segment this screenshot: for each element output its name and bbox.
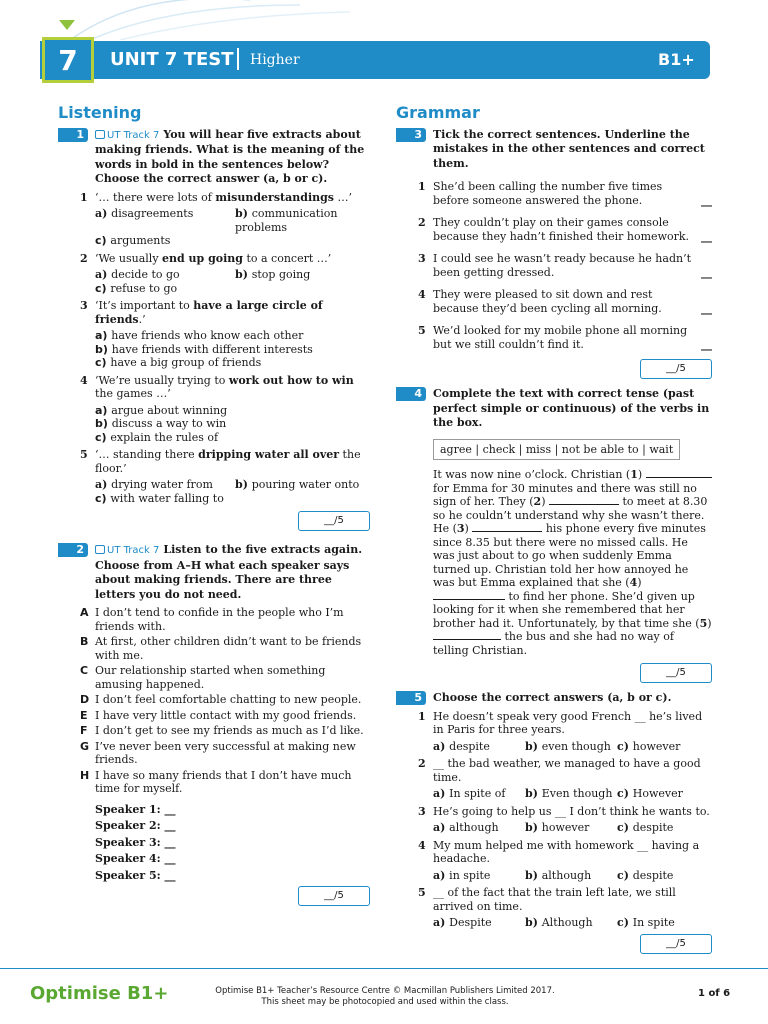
gap-paren: ) bbox=[637, 468, 646, 481]
option-text: refuse to go bbox=[110, 281, 178, 295]
score-box[interactable]: __/5 bbox=[640, 934, 712, 954]
option-b[interactable] bbox=[525, 740, 617, 754]
option-letter: c) bbox=[95, 281, 111, 295]
question-number: 2 bbox=[80, 251, 88, 265]
sentence-item bbox=[418, 216, 712, 243]
task-5 bbox=[396, 691, 712, 954]
question-stem bbox=[95, 252, 374, 266]
option-text: communication problems bbox=[235, 207, 338, 234]
option-letter: b) bbox=[235, 268, 252, 281]
option-b[interactable] bbox=[235, 207, 375, 234]
track-label: UT Track 7 bbox=[107, 129, 160, 141]
footer-brand: Optimise B1+ bbox=[30, 983, 169, 1004]
gap-blank[interactable] bbox=[433, 599, 505, 600]
question-text: He’s going to help us __ I don’t think he wants to. bbox=[433, 804, 710, 818]
sentence-line bbox=[433, 180, 712, 207]
gap-paren: ) bbox=[541, 495, 549, 508]
option-letter: a) bbox=[95, 478, 112, 491]
option-text: however bbox=[632, 739, 681, 753]
bold-phrase: end up going bbox=[162, 251, 243, 265]
section-title-grammar: Grammar bbox=[396, 103, 480, 122]
gap-number: 3 bbox=[456, 522, 465, 535]
bold-phrase: work out how to win bbox=[228, 373, 354, 387]
option-letter: b) bbox=[525, 821, 542, 834]
stem-text: ‘… there were lots of bbox=[95, 190, 216, 204]
speaker-list bbox=[95, 803, 374, 883]
option-row bbox=[95, 268, 374, 282]
sentence-item bbox=[418, 180, 712, 207]
option-text: I’ve never been very successful at making new friends. bbox=[95, 739, 356, 766]
sentence-text: We’d looked for my mobile phone all morning but we still couldn’t find it. bbox=[433, 324, 688, 351]
sentence-line bbox=[433, 288, 712, 315]
sentence-text: I could see he wasn’t ready because he hadn’t been getting dressed. bbox=[433, 252, 691, 279]
option-text: with water falling to bbox=[110, 491, 224, 505]
bold-phrase: have a large circle of friends bbox=[95, 299, 323, 326]
option-item bbox=[80, 664, 374, 691]
sentence-line bbox=[433, 252, 712, 279]
option-letter: b) bbox=[525, 739, 542, 753]
sentence-item bbox=[418, 252, 712, 279]
stem-text: .’ bbox=[138, 312, 146, 326]
option-item bbox=[80, 708, 374, 723]
option-a[interactable] bbox=[433, 787, 525, 801]
copyright-line-2: This sheet may be photocopied and used within the class. bbox=[261, 997, 509, 1007]
task-number: 5 bbox=[396, 691, 426, 705]
speaker-answer[interactable]: Speaker 5: __ bbox=[95, 868, 176, 882]
task-instruction: Complete the text with correct tense (past perfect simple or continuous) of the verbs in the box. bbox=[433, 387, 710, 429]
option-text: arguments bbox=[110, 234, 171, 247]
question-stem bbox=[95, 299, 374, 326]
unit-number: 7 bbox=[58, 43, 78, 77]
option-letter: b) bbox=[525, 916, 542, 929]
tick-blank[interactable]: __ bbox=[701, 193, 712, 207]
option-text: although bbox=[449, 821, 499, 834]
option-list bbox=[80, 606, 374, 796]
stem-text: ‘We’re usually trying to bbox=[95, 373, 229, 387]
option-text: even though bbox=[541, 739, 611, 753]
copyright-line-1: Optimise B1+ Teacher’s Resource Centre © Macmillan Publishers Limited 2017. bbox=[215, 986, 555, 996]
question-number: 4 bbox=[418, 838, 426, 852]
option-item bbox=[80, 724, 374, 738]
text-segment: for Emma for 30 minutes and there was still no sign of her. They ( bbox=[433, 481, 697, 508]
option-a[interactable] bbox=[433, 740, 525, 754]
option-row bbox=[433, 869, 712, 883]
gap-blank[interactable] bbox=[549, 504, 619, 505]
cefr-badge: B1+ bbox=[658, 50, 695, 69]
option-text: I don’t feel comfortable chatting to new people. bbox=[95, 693, 362, 706]
instruction-text: Listen to the five extracts again. Choose from A–H what each speaker says about making friends. There are three letters you do not need. bbox=[95, 543, 363, 601]
task-4 bbox=[396, 387, 712, 683]
gap-paren: ) bbox=[707, 616, 712, 630]
option-text: Even though bbox=[541, 787, 613, 800]
option-b[interactable] bbox=[525, 916, 617, 930]
unit-arrow-icon bbox=[59, 20, 75, 30]
option-letter: c) bbox=[617, 739, 633, 753]
option-row bbox=[433, 821, 712, 835]
sentence-list bbox=[418, 180, 712, 351]
option-text: Although bbox=[541, 916, 593, 929]
task-number: 2 bbox=[58, 543, 88, 557]
sentence-item bbox=[418, 288, 712, 315]
option-a[interactable] bbox=[433, 821, 525, 835]
option-letter: c) bbox=[95, 430, 111, 444]
stem-text: the floor.’ bbox=[95, 448, 361, 475]
header-decoration bbox=[60, 0, 360, 40]
option-row bbox=[433, 740, 712, 754]
option-text: argue about winning bbox=[111, 403, 228, 417]
option-letter: a) bbox=[433, 821, 450, 834]
task-instruction: Tick the correct sentences. Underline the mistakes in the other sentences and correct them. bbox=[433, 127, 705, 170]
option-text: however bbox=[541, 821, 590, 834]
option-a[interactable] bbox=[95, 404, 374, 418]
question-list bbox=[80, 190, 374, 506]
sentence-text: They couldn’t play on their games console because they hadn’t finished their homework. bbox=[433, 216, 690, 243]
option-letter: b) bbox=[95, 342, 112, 356]
gap-blank[interactable] bbox=[433, 639, 501, 640]
unit-title: UNIT 7 TEST bbox=[110, 49, 234, 70]
question-stem bbox=[95, 191, 374, 205]
option-a[interactable] bbox=[95, 207, 235, 234]
option-text: Our relationship started when something amusing happened. bbox=[95, 664, 326, 691]
sentence-number: 1 bbox=[418, 180, 426, 193]
option-letter: c) bbox=[617, 787, 633, 800]
task-instruction bbox=[95, 128, 374, 187]
option-a[interactable] bbox=[95, 329, 374, 343]
option-c[interactable] bbox=[95, 234, 374, 248]
option-text: At first, other children didn’t want to be friends with me. bbox=[95, 635, 362, 662]
sentence-number: 2 bbox=[418, 216, 426, 229]
option-b[interactable] bbox=[525, 787, 617, 801]
option-letter: c) bbox=[617, 916, 633, 929]
option-letter: c) bbox=[95, 356, 111, 369]
speaker-answer[interactable]: Speaker 1: __ bbox=[95, 802, 176, 816]
option-b[interactable] bbox=[525, 821, 617, 835]
option-letter: G bbox=[80, 739, 90, 753]
question-item bbox=[418, 709, 712, 754]
option-b[interactable] bbox=[95, 343, 374, 357]
question-number: 1 bbox=[418, 709, 426, 723]
option-c[interactable] bbox=[617, 916, 709, 930]
instruction-text: You will hear five extracts about making friends. What is the meaning of the words in bold in the sentences below? Choose the correct answer (a, b or c). bbox=[95, 127, 365, 185]
speaker-icon bbox=[95, 130, 105, 139]
option-letter: B bbox=[80, 635, 89, 648]
option-letter: a) bbox=[433, 916, 450, 929]
option-letter: b) bbox=[235, 207, 252, 220]
sentence-number: 3 bbox=[418, 252, 426, 265]
option-c[interactable] bbox=[95, 282, 374, 296]
option-letter: c) bbox=[95, 491, 111, 505]
option-text: disagreements bbox=[111, 207, 194, 220]
stem-text: to a concert …’ bbox=[242, 251, 332, 265]
option-letter: a) bbox=[433, 739, 450, 753]
bold-phrase: misunderstandings bbox=[215, 190, 335, 204]
title-divider bbox=[237, 48, 239, 70]
question-text: __ of the fact that the train left late, we still arrived on time. bbox=[433, 886, 676, 913]
option-item bbox=[80, 739, 374, 767]
stem-text: ‘… standing there bbox=[95, 448, 199, 461]
option-letter: b) bbox=[525, 868, 542, 882]
word-box: agree | check | miss | not be able to | wait bbox=[433, 439, 680, 461]
option-item bbox=[80, 768, 374, 796]
option-item bbox=[80, 606, 374, 633]
text-segment: It was now nine o’clock. Christian ( bbox=[433, 468, 631, 481]
tick-blank[interactable]: __ bbox=[701, 265, 712, 279]
option-letter: E bbox=[80, 708, 88, 722]
option-b[interactable] bbox=[95, 417, 374, 431]
option-text: have friends who know each other bbox=[111, 329, 304, 342]
option-text: I have very little contact with my good friends. bbox=[95, 708, 357, 722]
question-item bbox=[80, 299, 374, 370]
option-letter: c) bbox=[95, 234, 111, 247]
question-item bbox=[80, 251, 374, 296]
gap-number: 4 bbox=[629, 576, 638, 589]
text-segment: the bus and she had no way of telling Christian. bbox=[433, 630, 674, 657]
question-item bbox=[418, 804, 712, 835]
option-text: stop going bbox=[251, 268, 311, 281]
option-b[interactable] bbox=[525, 869, 617, 883]
speaker-answer[interactable]: Speaker 4: __ bbox=[95, 852, 176, 865]
question-item bbox=[80, 190, 374, 248]
sentence-item bbox=[418, 324, 712, 351]
option-row bbox=[95, 207, 374, 234]
question-number: 4 bbox=[80, 373, 88, 387]
gap-blank[interactable] bbox=[646, 477, 712, 478]
question-text: He doesn’t speak very good French __ he’s lived in Paris for three years. bbox=[433, 709, 703, 736]
task-number: 1 bbox=[58, 128, 88, 142]
section-title-listening: Listening bbox=[58, 103, 142, 122]
gap-number: 5 bbox=[699, 616, 708, 630]
option-text: despite bbox=[449, 739, 490, 753]
task-1 bbox=[58, 128, 374, 532]
question-stem bbox=[95, 374, 374, 401]
gap-fill-text bbox=[433, 468, 712, 657]
option-letter: D bbox=[80, 693, 90, 706]
option-c[interactable] bbox=[617, 787, 709, 801]
option-text: I don’t get to see my friends as much as I’d like. bbox=[95, 724, 364, 737]
task-2 bbox=[58, 543, 374, 906]
speaker-answer[interactable]: Speaker 3: __ bbox=[95, 835, 176, 849]
question-number: 3 bbox=[80, 299, 88, 312]
option-text: I have so many friends that I don’t have much time for myself. bbox=[95, 768, 352, 795]
footer-divider bbox=[0, 968, 768, 969]
bold-phrase: dripping water all over bbox=[198, 448, 340, 461]
option-letter: a) bbox=[95, 403, 112, 417]
question-item bbox=[80, 448, 374, 505]
stem-text: ‘It’s important to bbox=[95, 299, 194, 312]
option-text: drying water from bbox=[111, 478, 213, 491]
option-a[interactable] bbox=[433, 916, 525, 930]
question-item bbox=[418, 886, 712, 930]
speaker-answer[interactable]: Speaker 2: __ bbox=[95, 819, 176, 832]
option-a[interactable] bbox=[95, 478, 235, 492]
text-segment: to find her phone. She’d given up looking for it when she remembered that her brother had it. Unfortunately, by that time she ( bbox=[433, 589, 700, 630]
grammar-column bbox=[396, 103, 712, 954]
task-instruction: Choose the correct answers (a, b or c). bbox=[433, 691, 672, 704]
question-text: __ the bad weather, we managed to have a good time. bbox=[433, 757, 701, 784]
option-text: I don’t tend to confide in the people who I’m friends with. bbox=[95, 606, 344, 633]
option-c[interactable] bbox=[95, 431, 374, 445]
question-number: 5 bbox=[80, 448, 88, 461]
gap-number: 1 bbox=[630, 468, 638, 481]
option-text: despite bbox=[632, 868, 674, 882]
option-item bbox=[80, 693, 374, 707]
text-segment: to meet at 8.30 so he couldn’t understand why she wasn’t there. He ( bbox=[433, 495, 708, 535]
speaker-icon bbox=[95, 545, 105, 554]
tick-blank[interactable]: __ bbox=[701, 301, 712, 315]
option-b[interactable] bbox=[235, 478, 375, 492]
option-b[interactable] bbox=[235, 268, 375, 282]
footer-copyright bbox=[200, 986, 570, 1008]
question-list bbox=[418, 709, 712, 930]
option-row bbox=[433, 916, 712, 930]
question-text: My mum helped me with homework __ having a headache. bbox=[433, 838, 700, 865]
question-item bbox=[80, 373, 374, 445]
option-text: despite bbox=[632, 821, 674, 834]
gap-blank[interactable] bbox=[472, 531, 542, 532]
option-letter: F bbox=[80, 724, 88, 737]
option-a[interactable] bbox=[95, 268, 235, 282]
question-stem bbox=[95, 448, 374, 475]
task-3 bbox=[396, 128, 712, 380]
option-letter: b) bbox=[235, 478, 252, 491]
score-box[interactable]: __/5 bbox=[298, 886, 370, 906]
option-text: pouring water onto bbox=[251, 478, 360, 491]
gap-number: 2 bbox=[533, 495, 542, 508]
question-item bbox=[418, 757, 712, 801]
page-number: 1 of 6 bbox=[698, 988, 731, 999]
question-number: 1 bbox=[80, 190, 88, 204]
task-instruction bbox=[95, 543, 374, 602]
stem-text: ‘We usually bbox=[95, 251, 163, 265]
option-letter: a) bbox=[433, 868, 450, 882]
score-box[interactable]: __/5 bbox=[640, 359, 712, 379]
gap-paren: ) bbox=[464, 522, 473, 535]
question-item bbox=[418, 838, 712, 883]
task-number: 4 bbox=[396, 387, 426, 401]
option-row bbox=[433, 787, 712, 801]
score-box[interactable]: __/5 bbox=[640, 663, 712, 683]
option-text: have friends with different interests bbox=[111, 342, 313, 356]
score-box[interactable]: __/5 bbox=[298, 511, 370, 531]
tick-blank[interactable]: __ bbox=[701, 337, 712, 351]
option-row bbox=[95, 478, 374, 492]
unit-number-box bbox=[42, 37, 94, 83]
listening-column bbox=[58, 103, 374, 906]
sentence-number: 5 bbox=[418, 324, 426, 337]
option-text: explain the rules of bbox=[110, 430, 219, 444]
option-item bbox=[80, 635, 374, 662]
question-number: 3 bbox=[418, 804, 426, 818]
option-c[interactable] bbox=[617, 740, 709, 754]
option-text: In spite bbox=[632, 916, 675, 929]
option-letter: A bbox=[80, 606, 89, 619]
text-segment: his phone every five minutes since 8.35 but there were no missed calls. He was just about to go when suddenly Emma turned up. Christian told her how annoyed he was but Emma explained that she ( bbox=[433, 522, 706, 589]
stem-text: the games …’ bbox=[95, 387, 171, 400]
option-text: although bbox=[541, 868, 592, 882]
option-letter: H bbox=[80, 768, 90, 782]
sentence-text: They were pleased to sit down and rest because they’d been cycling all morning. bbox=[433, 288, 662, 315]
option-text: discuss a way to win bbox=[111, 417, 227, 430]
option-text: in spite bbox=[449, 868, 491, 882]
option-text: Despite bbox=[449, 916, 492, 929]
option-letter: b) bbox=[95, 417, 112, 430]
option-letter: a) bbox=[95, 329, 112, 342]
sentence-line bbox=[433, 324, 712, 351]
level-label: Higher bbox=[250, 52, 300, 68]
option-letter: b) bbox=[525, 787, 542, 800]
option-letter: a) bbox=[95, 268, 112, 281]
sentence-number: 4 bbox=[418, 288, 426, 301]
question-number: 2 bbox=[418, 757, 426, 770]
option-c[interactable] bbox=[95, 492, 374, 506]
option-text: However bbox=[632, 787, 683, 800]
track-label: UT Track 7 bbox=[107, 545, 160, 556]
question-number: 5 bbox=[418, 886, 426, 899]
stem-text: …’ bbox=[334, 190, 353, 204]
option-letter: a) bbox=[95, 207, 112, 220]
option-letter: a) bbox=[433, 787, 450, 800]
option-text: have a big group of friends bbox=[110, 356, 262, 369]
option-text: decide to go bbox=[111, 268, 180, 281]
sentence-line bbox=[433, 216, 712, 243]
option-a[interactable] bbox=[433, 869, 525, 883]
option-letter: c) bbox=[617, 868, 633, 882]
option-letter: c) bbox=[617, 821, 633, 834]
option-text: In spite of bbox=[449, 787, 506, 800]
gap-paren: ) bbox=[637, 576, 642, 589]
sentence-text: She’d been calling the number five times before someone answered the phone. bbox=[433, 180, 663, 207]
option-letter: C bbox=[80, 664, 89, 677]
tick-blank[interactable]: __ bbox=[701, 229, 712, 243]
option-c[interactable] bbox=[95, 356, 374, 370]
option-c[interactable] bbox=[617, 821, 709, 835]
option-c[interactable] bbox=[617, 869, 709, 883]
task-number: 3 bbox=[396, 128, 426, 142]
